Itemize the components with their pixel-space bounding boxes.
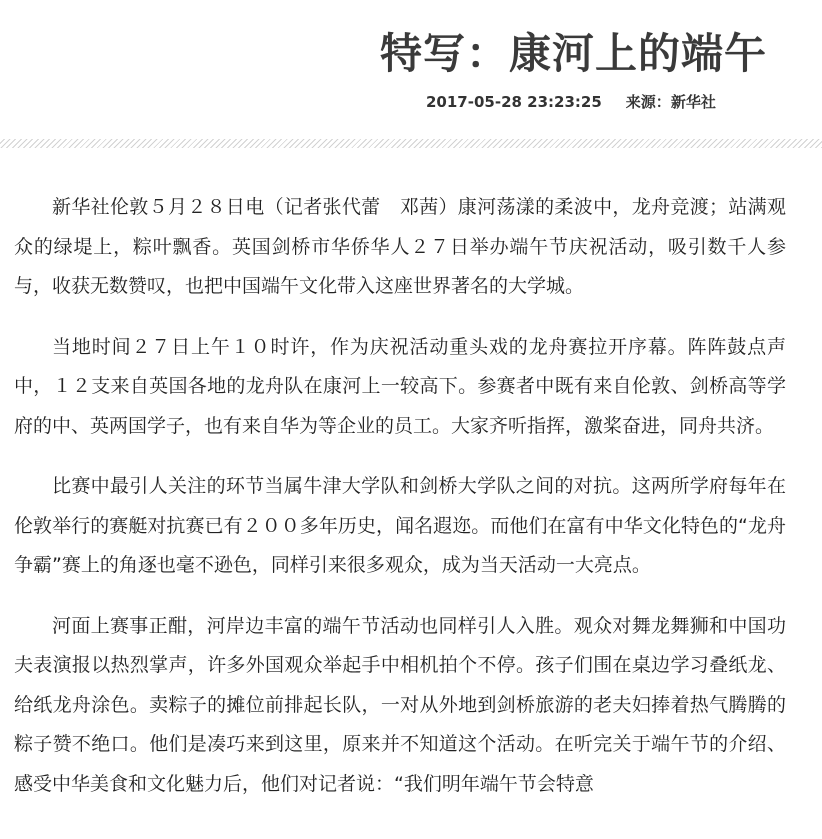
publish-datetime: 2017-05-28 23:23:25 bbox=[426, 93, 602, 111]
article-paragraph: 当地时间２７日上午１０时许，作为庆祝活动重头戏的龙舟赛拉开序幕。阵阵鼓点声中，１２支来自英国各地的龙舟队在康河上一较高下。参赛者中既有来自伦敦、剑桥高等学府的中、英两国学子，也有来自华为等企业的员工。大家齐听指挥，激桨奋进，同舟共济。 bbox=[14, 335, 786, 437]
article-paragraph: 比赛中最引人关注的环节当属牛津大学队和剑桥大学队之间的对抗。这两所学府每年在伦敦举行的赛艇对抗赛已有２００多年历史，闻名遐迩。而他们在富有中华文化特色的“龙舟争霸”赛上的角逐也毫不逊色，同样引来很多观众，成为当天活动一大亮点。 bbox=[14, 475, 786, 576]
source-name: 新华社 bbox=[670, 93, 716, 111]
article-body bbox=[14, 188, 786, 825]
article-header bbox=[0, 0, 822, 140]
source-label: 来源： bbox=[625, 93, 671, 111]
article-meta bbox=[426, 91, 716, 113]
header-divider bbox=[0, 139, 822, 148]
article-paragraph: 河面上赛事正酣，河岸边丰富的端午节活动也同样引人入胜。观众对舞龙舞狮和中国功夫表演报以热烈掌声，许多外国观众举起手中相机拍个不停。孩子们围在桌边学习叠纸龙、给纸龙舟涂色。卖粽子的摊位前排起长队，一对从外地到剑桥旅游的老夫妇捧着热气腾腾的粽子赞不绝口。他们是凑巧来到这里，原来并不知道这个活动。在听完关于端午节的介绍、感受中华美食和文化魅力后，他们对记者说：“我们明年端午节会特意 bbox=[14, 614, 786, 795]
article-paragraph: 新华社伦敦５月２８日电（记者张代蕾 邓茜）康河荡漾的柔波中，龙舟竞渡；站满观众的绿堤上，粽叶飘香。英国剑桥市华侨华人２７日举办端午节庆祝活动，吸引数千人参与，收获无数赞叹，也把中国端午文化带入这座世界著名的大学城。 bbox=[14, 196, 786, 297]
article-title: 特写：康河上的端午 bbox=[380, 29, 768, 78]
